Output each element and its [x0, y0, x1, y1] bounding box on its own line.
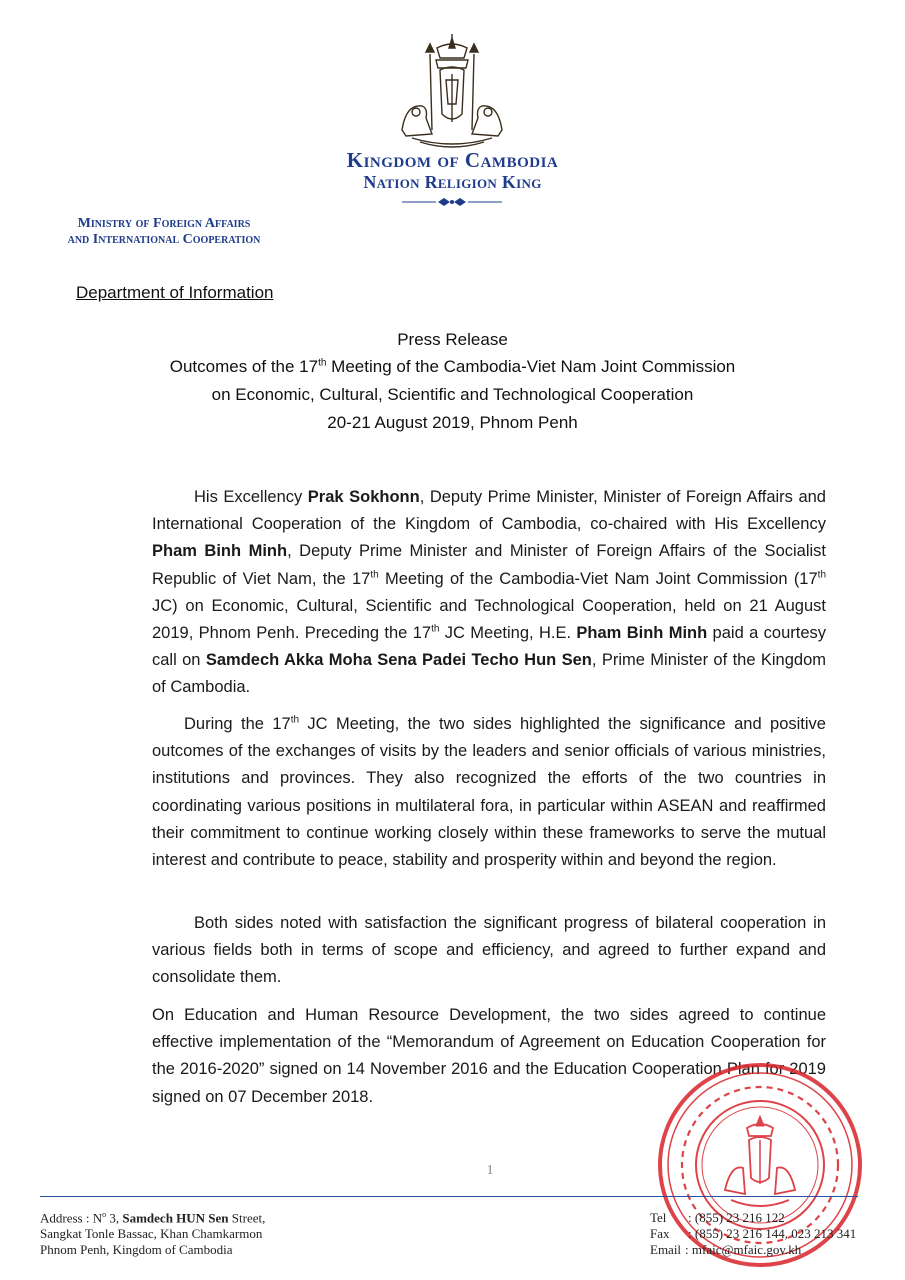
footer-divider: [40, 1196, 858, 1197]
fax-row: Fax : (855) 23 216 144, 023 213 341: [650, 1226, 857, 1241]
body-paragraph-2: During the 17th JC Meeting, the two sides highlighted the significance and positive outcomes of the exchanges of visits by the leaders and senior officials of various ministries, institutions and provinces. They also recognized the efforts of the two countries in coordinating various positions in multilateral fora, in particular within ASEAN and reaffirmed their commitment to continue working closely within these frameworks to serve the mutual interest and contribute to peace, stability and prosperity within and beyond the region.: [152, 714, 826, 870]
footer-address: [40, 1207, 265, 1258]
address-line2: Sangkat Tonle Bassac, Khan Chamkarmon: [40, 1226, 263, 1242]
country-name: Kingdom of Cambodia: [346, 148, 559, 172]
royal-arms-icon: [392, 34, 512, 152]
press-release-heading: Press Release: [397, 330, 508, 349]
press-release-subtitle-line2: on Economic, Cultural, Scientific and Technological Cooperation: [211, 385, 694, 404]
page-number: 1: [486, 1163, 494, 1178]
body-paragraph-3: Both sides noted with satisfaction the significant progress of bilateral cooperation in various fields both in terms of scope and efficiency, and agreed to further expand and consolidate them.: [152, 914, 826, 987]
tel-row: Tel : (855) 23 216 122: [650, 1210, 785, 1225]
national-motto: Nation Religion King: [363, 172, 542, 192]
address-line1: Address : $N^o$ 3, Samdech HUN Sen Street,: [40, 1210, 266, 1226]
ministry-name-line1: Ministry of Foreign Affairs: [77, 216, 251, 231]
address-line3: Phnom Penh, Kingdom of Cambodia: [40, 1242, 233, 1258]
body-paragraph-1: His Excellency Prak Sokhonn, Deputy Prime Minister, Minister of Foreign Affairs and International Cooperation of the Kingdom of Cambodia, co-chaired with His Excellency Pham Binh Minh, Deputy Prime Minister and Minister of Foreign Affairs of the Socialist Republic of Viet Nam, the 17th Meeting of the Cambodia-Viet Nam Joint Commission (17th JC) on Economic, Cultural, Scientific and Technological Cooperation, held on 21 August 2019, Phnom Penh. Preceding the 17th JC Meeting, H.E. Pham Binh Minh paid a courtesy call on Samdech Akka Moha Sena Padei Techo Hun Sen, Prime Minister of the Kingdom of Cambodia.: [152, 488, 827, 697]
body-paragraph-4: On Education and Human Resource Development, the two sides agreed to continue effective implementation of the “Memorandum of Agreement on Education Cooperation for the 2016-2020” signed on 14 November 2016 and the Education Cooperation Plan for 2019 signed on 07 December 2018.: [152, 1006, 826, 1106]
department-label: Department of Information: [76, 283, 274, 302]
footer-contact: [650, 1210, 856, 1258]
ministry-name-line2: and International Cooperation: [67, 232, 261, 247]
email-row[interactable]: Email : mfaic@mfaic.gov.kh: [650, 1242, 802, 1257]
press-release-date: 20-21 August 2019, Phnom Penh: [327, 413, 578, 432]
press-release-subtitle: Outcomes of the 17th Meeting of the Cambodia-Viet Nam Joint Commission: [169, 357, 736, 376]
ornament-divider-icon: [402, 196, 502, 208]
